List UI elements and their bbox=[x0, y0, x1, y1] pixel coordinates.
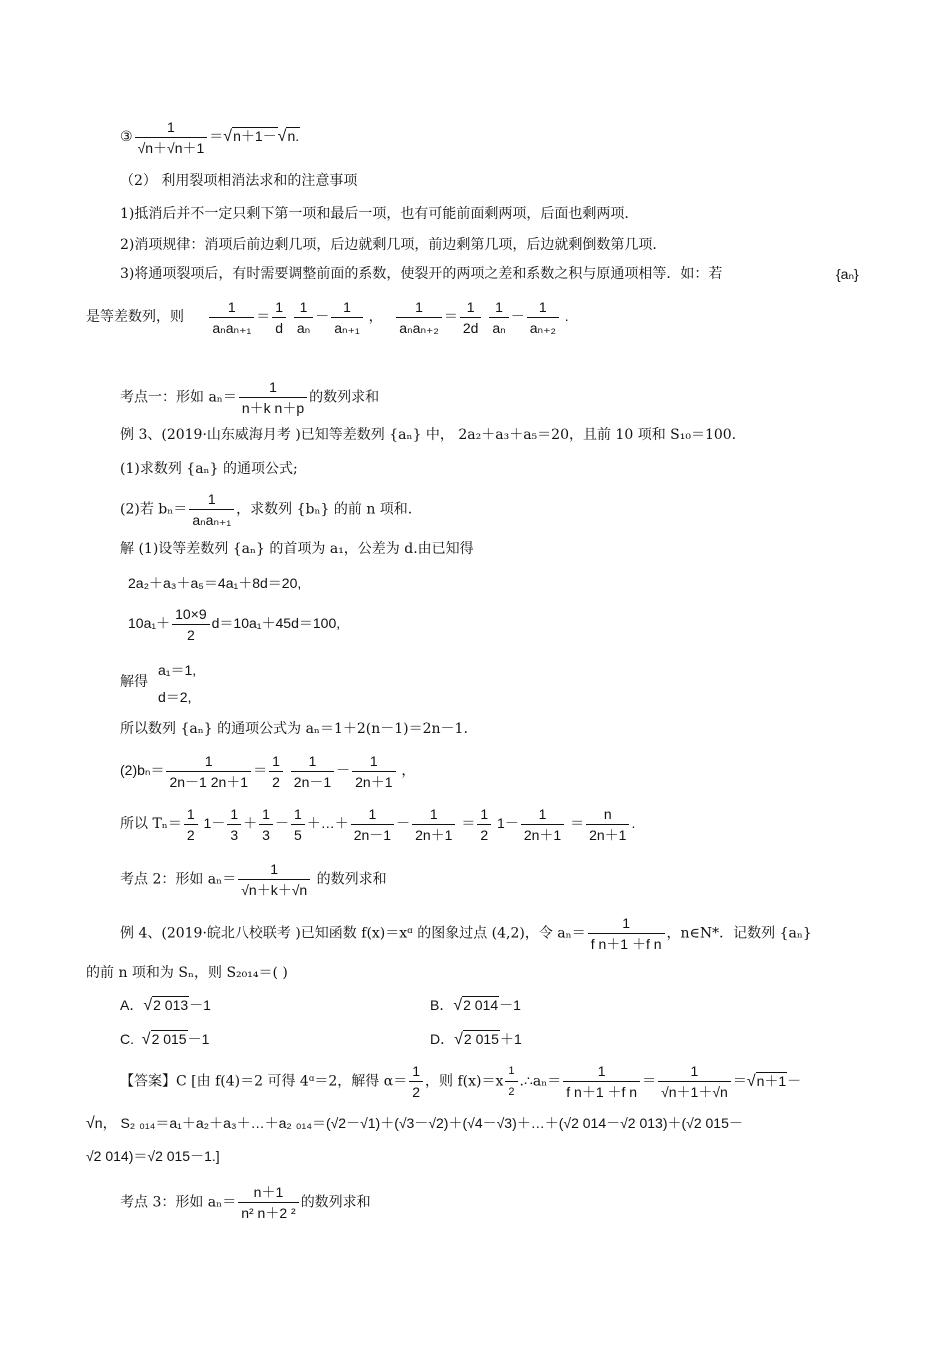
answer-line-3: √2 014)＝√2 015－1.] bbox=[86, 1148, 220, 1164]
kaodian-1: 考点一：形如 aₙ＝ $\frac{1}{\text{n＋k n＋p}}$ 的数列求和 bbox=[120, 379, 380, 416]
solution-eq-2: 10a₁＋ $\frac{10\times 9}{2}$ d＝10a₁＋45d＝100, bbox=[128, 606, 341, 643]
kaodian-2: 考点 2：形如 aₙ＝ $\frac{1}{√n+k+√n}$ 的数列求和 bbox=[120, 861, 387, 898]
solution-bn: (2)bₙ＝ $\frac{1}{2n-1 2n+1}$ ＝ $\frac{1}{2}$ $\frac{1}{2n-1}$ － $\frac{1}{2n+1}$ ， bbox=[120, 753, 416, 790]
option-C[interactable]: C. √2 015－1 bbox=[120, 1031, 210, 1048]
item3-formula: ③ $\frac{1}{√n+√n+1}$ ＝√n＋1－√n. bbox=[120, 119, 300, 156]
solution-a1: a₁＝1, bbox=[158, 662, 197, 678]
solution-eq-1: 2a₂＋a₃＋a₅＝4a₁＋8d＝20, bbox=[128, 575, 302, 591]
note-3: 3)将通项裂项后，有时需要调整前面的系数，使裂开的两项之差和系数之积与原通项相等．如：若 bbox=[120, 266, 723, 282]
solution-Tn: 所以 Tₙ＝ $\frac{1}{2}$ 1－ $\frac{1}{3}$ ＋ $\frac{1}{3}$ － $\frac{1}{5}$ ＋…＋ $\frac{1}{2n-1}$ － $\frac{1}{2n+1}$ ＝ $\frac{1}{2}$ 1－ $\frac{1}{2n+1}$ ＝ $\frac{n}{2n+1}$ . bbox=[120, 806, 636, 843]
example-3-q2: (2)若 bₙ＝ $\frac{1}{\text{aₙaₙ₊₁}}$ ，求数列 {bₙ} 的前 n 项和. bbox=[120, 491, 413, 528]
solution-jiede: 解得 bbox=[120, 674, 148, 690]
note-1: 1)抵消后并不一定只剩下第一项和最后一项，也有可能前面剩两项，后面也剩两项. bbox=[120, 206, 629, 222]
option-D[interactable]: D．√2 015＋1 bbox=[430, 1031, 522, 1048]
note-3-formula: 是等差数列，则 $\frac{1}{\text{aₙaₙ₊₁}}$ ＝ $\frac{1}{d}$ $\frac{1}{\text{aₙ}}$ － $\frac{1}{\text{aₙ₊₁}}$ ， $\frac{1}{\text{aₙaₙ₊₂}}$ ＝ $\frac{1}{2d}$ $\frac{1}{\text{aₙ}}$ － $\frac{1}{\text{aₙ₊₂}}$ . bbox=[86, 299, 569, 336]
solution-d: d＝2, bbox=[158, 689, 192, 705]
answer-line-2: √n， S₂ ₀₁₄＝a₁＋a₂＋a₃＋…＋a₂ ₀₁₄＝(√2－√1)＋(√3－√2)＋(√4－√3)＋…＋(√2 014－√2 013)＋(√2 015－ bbox=[86, 1115, 743, 1132]
note-2: 2)消项规律：消项后前边剩几项，后边就剩几项，前边剩第几项，后边就剩倒数第几项. bbox=[120, 237, 657, 253]
example-3-q1: (1)求数列 {aₙ} 的通项公式; bbox=[120, 461, 298, 477]
item3-marker: ③ bbox=[120, 128, 133, 145]
kaodian-3: 考点 3：形如 aₙ＝ $\frac{n+1}{\text{n² n＋2 ²}}$ 的数列求和 bbox=[120, 1184, 371, 1221]
option-A[interactable]: A．√2 013－1 bbox=[120, 997, 211, 1014]
fraction: $\frac{1}{√n+√n+1}$ bbox=[135, 118, 208, 157]
section2-title: （2） 利用裂项相消法求和的注意事项 bbox=[120, 173, 358, 189]
example-4: 例 4、(2019·皖北八校联考 )已知函数 f(x)＝xᵅ 的图象过点 (4,2)，令 aₙ＝ $\frac{1}{\text{f n＋1 ＋f n}}$ ，n∈N*．记数列 {aₙ} bbox=[120, 915, 812, 952]
solution-general: 所以数列 {aₙ} 的通项公式为 aₙ＝1＋2(n－1)＝2n－1. bbox=[120, 721, 468, 737]
option-B[interactable]: B．√2 014－1 bbox=[430, 997, 521, 1014]
note-3-sequence: {aₙ} bbox=[836, 266, 859, 282]
solution-head: 解 (1)设等差数列 {aₙ} 的首项为 a₁，公差为 d.由已知得 bbox=[120, 541, 474, 557]
example-3-head: 例 3、(2019·山东威海月考 )已知等差数列 {aₙ} 中， 2a₂＋a₃＋a₅＝20，且前 10 项和 S₁₀＝100. bbox=[120, 427, 737, 443]
example-4-line2: 的前 n 项和为 Sₙ，则 S₂₀₁₄＝( ) bbox=[86, 965, 288, 981]
answer-line-1: 【答案】C [由 f(4)＝2 可得 4ᵅ＝2，解得 α＝ $\frac{1}{2}$ ，则 f(x)＝x $\frac{1}{2}$ .∴aₙ＝ $\frac{1}{\text{f n＋1 ＋f n}}$ ＝ $\frac{1}{√n+1+√n}$ ＝√n＋1－ bbox=[120, 1063, 802, 1100]
